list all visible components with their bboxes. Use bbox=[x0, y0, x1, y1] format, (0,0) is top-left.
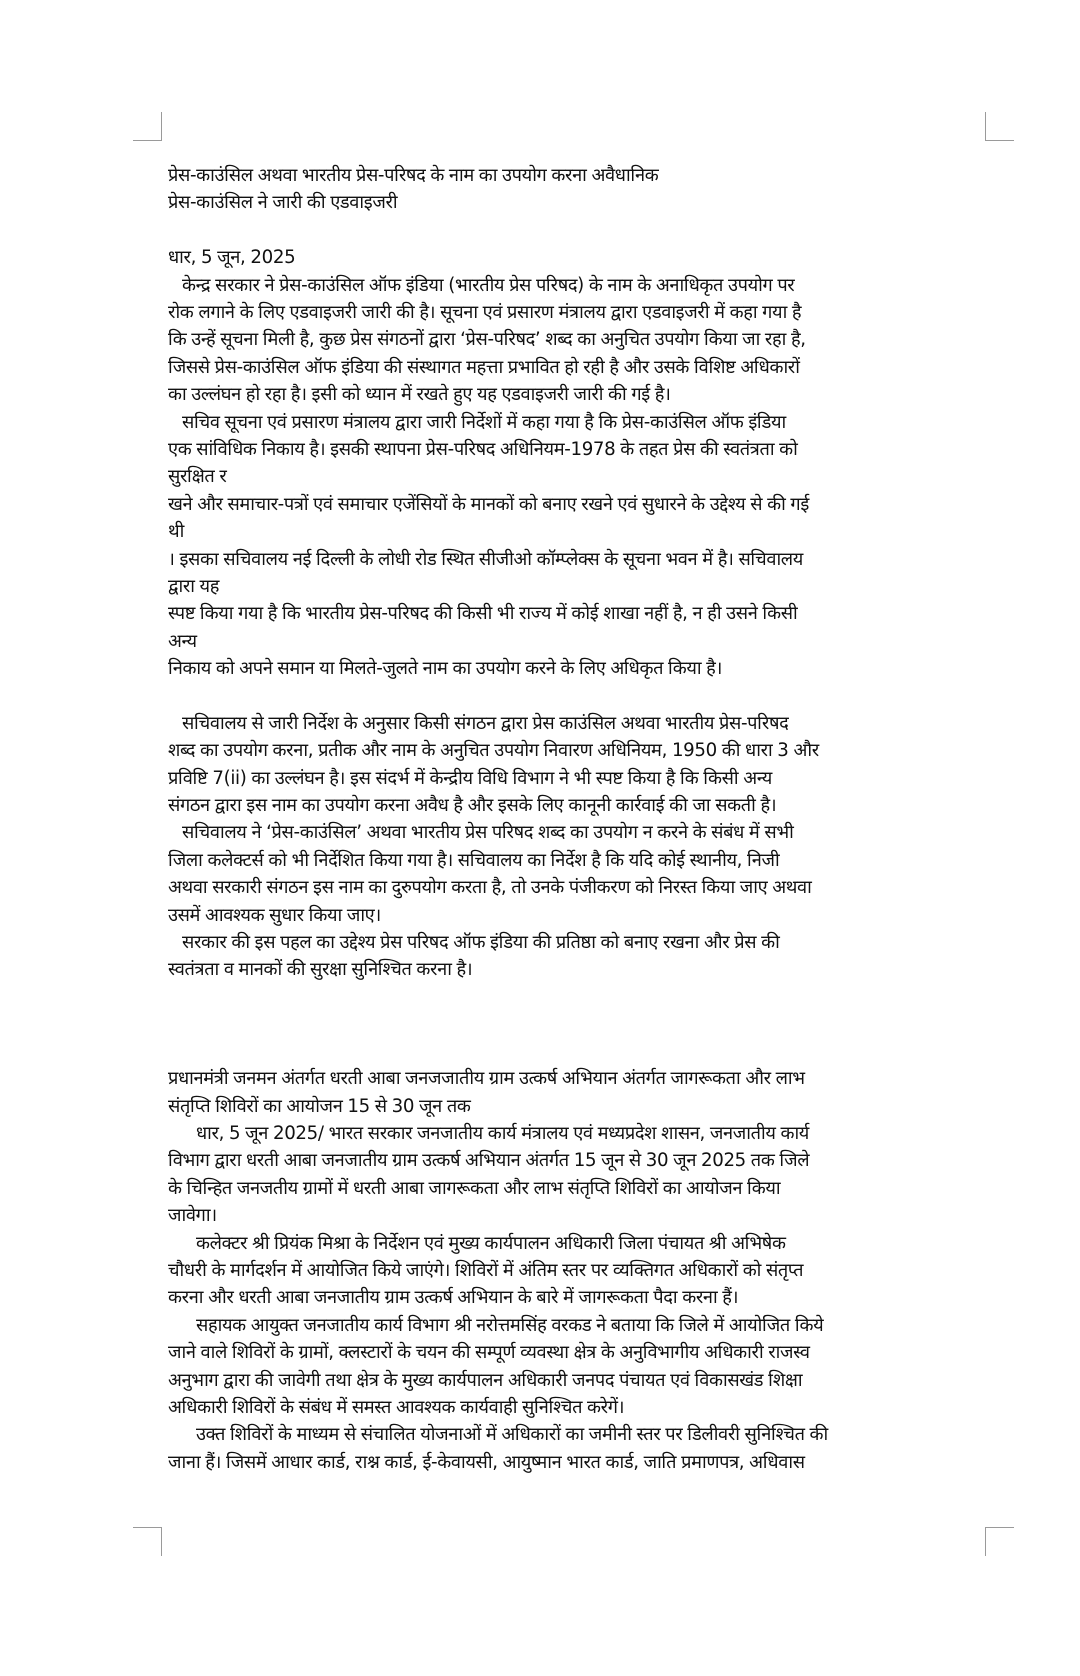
paragraph-line: खने और समाचार-पत्रों एवं समाचार एजेंसियों के मानकों को बनाए रखने एवं सुधारने के उद्देश्य से की गई bbox=[168, 493, 809, 515]
headline-line: प्रेस-काउंसिल ने जारी की एडवाइजरी bbox=[168, 192, 398, 214]
paragraph-line: विभाग द्वारा धरती आबा जनजातीय ग्राम उत्कर्ष अभियान अंतर्गत 15 जून से 30 जून 2025 तक जिले bbox=[168, 1150, 810, 1172]
paragraph-line: थी bbox=[168, 521, 184, 543]
paragraph-line: सहायक आयुक्त जनजातीय कार्य विभाग श्री नरोत्तमसिंह वरकड ने बताया कि जिले में आयोजित किये bbox=[196, 1314, 824, 1336]
paragraph-line: अन्य bbox=[168, 630, 197, 652]
paragraph-line: कलेक्टर श्री प्रियंक मिश्रा के निर्देशन एवं मुख्य कार्यपालन अधिकारी जिला पंचायत श्री अभिषेक bbox=[196, 1232, 786, 1254]
paragraph-line: । इसका सचिवालय नई दिल्ली के लोधी रोड स्थित सीजीओ कॉम्प्लेक्स के सूचना भवन में है। सचिवालय bbox=[168, 548, 803, 570]
paragraph-line: निकाय को अपने समान या मिलते-जुलते नाम का उपयोग करने के लिए अधिकृत किया है। bbox=[168, 658, 723, 680]
article-2-paragraph-3 bbox=[168, 1312, 983, 1422]
article-1-paragraph-2 bbox=[168, 409, 983, 683]
paragraph-line: स्पष्ट किया गया है कि भारतीय प्रेस-परिषद की किसी भी राज्य में कोई शाखा नहीं है, न ही उसने किसी bbox=[168, 603, 798, 625]
article-press-council bbox=[168, 162, 983, 984]
paragraph-line: सरकार की इस पहल का उद्देश्य प्रेस परिषद ऑफ इंडिया की प्रतिष्ठा को बनाए रखना और प्रेस की bbox=[182, 931, 780, 953]
article-2-headline bbox=[168, 1065, 983, 1120]
crop-mark-bottom-left bbox=[133, 1527, 162, 1556]
headline-line: संतृप्ति शिविरों का आयोजन 15 से 30 जून तक bbox=[168, 1095, 471, 1117]
paragraph-line: चौधरी के मार्गदर्शन में आयोजित किये जाएंगे। शिविरों में अंतिम स्तर पर व्यक्तिगत अधिकारों को संतृप्त bbox=[168, 1260, 804, 1281]
paragraph-line: करना और धरती आबा जनजातीय ग्राम उत्कर्ष अभियान के बारे में जागरूकता पैदा करना हैं। bbox=[168, 1287, 739, 1309]
paragraph-line: रोक लगाने के लिए एडवाइजरी जारी की है। सूचना एवं प्रसारण मंत्रालय द्वारा एडवाइजरी में कहा गया है bbox=[168, 302, 802, 324]
paragraph-line: जिला कलेक्टर्स को भी निर्देशित किया गया है। सचिवालय का निर्देश है कि यदि कोई स्थानीय, निजी bbox=[168, 849, 780, 871]
paragraph-line: सुरक्षित र bbox=[168, 466, 227, 488]
article-2-paragraph-1 bbox=[168, 1120, 983, 1230]
paragraph-line: जावेगा। bbox=[168, 1205, 217, 1227]
article-2-paragraph-4 bbox=[168, 1421, 983, 1476]
paragraph-line: जिससे प्रेस-काउंसिल ऑफ इंडिया की संस्थागत महत्ता प्रभावित हो रही है और उसके विशिष्ट अधिकारों bbox=[168, 356, 800, 378]
document-body bbox=[168, 162, 983, 1476]
paragraph-line: संगठन द्वारा इस नाम का उपयोग करना अवैध है और इसके लिए कानूनी कार्रवाई की जा सकती है। bbox=[168, 794, 777, 816]
article-1-paragraph-5 bbox=[168, 929, 983, 984]
paragraph-line: एक सांविधिक निकाय है। इसकी स्थापना प्रेस-परिषद अधिनियम-1978 के तहत प्रेस की स्वतंत्रता को bbox=[168, 439, 798, 461]
paragraph-line: अथवा सरकारी संगठन इस नाम का दुरुपयोग करता है, तो उनके पंजीकरण को निरस्त किया जाए अथवा bbox=[168, 877, 812, 899]
paragraph-line: द्वारा यह bbox=[168, 576, 220, 598]
crop-mark-bottom-right bbox=[985, 1527, 1014, 1556]
article-1-headline bbox=[168, 162, 983, 217]
paragraph-line: उक्त शिविरों के माध्यम से संचालित योजनाओं में अधिकारों का जमीनी स्तर पर डिलीवरी सुनिश्चित की bbox=[196, 1424, 828, 1446]
crop-mark-top-right bbox=[985, 112, 1014, 141]
article-2-paragraph-2 bbox=[168, 1230, 983, 1312]
paragraph-line: अधिकारी शिविरों के संबंध में समस्त आवश्यक कार्यवाही सुनिश्चित करेगें। bbox=[168, 1397, 625, 1419]
paragraph-line: जाना हैं। जिसमें आधार कार्ड, राश्न कार्ड, ई-केवायसी, आयुष्मान भारत कार्ड, जाति प्रमाणपत्र, अधिवास bbox=[168, 1451, 805, 1473]
paragraph-line: धार, 5 जून 2025/ भारत सरकार जनजातीय कार्य मंत्रालय एवं मध्यप्रदेश शासन, जनजातीय कार्य bbox=[196, 1122, 810, 1144]
paragraph-line: शब्द का उपयोग करना, प्रतीक और नाम के अनुचित उपयोग निवारण अधिनियम, 1950 की धारा 3 और bbox=[168, 740, 819, 762]
paragraph-line: अनुभाग द्वारा की जावेगी तथा क्षेत्र के मुख्य कार्यपालन अधिकारी जनपद पंचायत एवं विकासखंड शिक्षा bbox=[168, 1369, 803, 1391]
paragraph-line: केन्द्र सरकार ने प्रेस-काउंसिल ऑफ इंडिया (भारतीय प्रेस परिषद) के नाम के अनाधिकृत उपयोग पर bbox=[182, 274, 795, 296]
paragraph-line: उसमें आवश्यक सुधार किया जाए। bbox=[168, 904, 381, 926]
paragraph-line: सचिवालय से जारी निर्देश के अनुसार किसी संगठन द्वारा प्रेस काउंसिल अथवा भारतीय प्रेस-परिषद bbox=[182, 712, 789, 734]
article-dharti-aaba-camps bbox=[168, 1065, 983, 1476]
paragraph-line: सचिव सूचना एवं प्रसारण मंत्रालय द्वारा जारी निर्देशों में कहा गया है कि प्रेस-काउंसिल ऑफ इंडिया bbox=[182, 411, 786, 433]
paragraph-line: स्वतंत्रता व मानकों की सुरक्षा सुनिश्चित करना है। bbox=[168, 959, 473, 981]
paragraph-line: कि उन्हें सूचना मिली है, कुछ प्रेस संगठनों द्वारा ‘प्रेस-परिषद’ शब्द का अनुचित उपयोग किया जा रहा है, bbox=[168, 329, 806, 351]
paragraph-line: के चिन्हित जनजतीय ग्रामों में धरती आबा जागरूकता और लाभ संतृप्ति शिविरों का आयोजन किया bbox=[168, 1177, 781, 1199]
article-1-paragraph-3 bbox=[168, 710, 983, 820]
paragraph-line: प्रविष्टि 7(ii) का उल्लंघन है। इस संदर्भ में केन्द्रीय विधि विभाग ने भी स्पष्ट किया है कि किसी अन्य bbox=[168, 767, 772, 789]
article-1-dateline: धार, 5 जून, 2025 bbox=[168, 247, 296, 269]
crop-mark-top-left bbox=[133, 112, 162, 141]
article-1-paragraph-1 bbox=[168, 272, 983, 409]
headline-line: प्रधानमंत्री जनमन अंतर्गत धरती आबा जनजजातीय ग्राम उत्कर्ष अभियान अंतर्गत जागरूकता और लाभ bbox=[168, 1068, 805, 1090]
headline-line: प्रेस-काउंसिल अथवा भारतीय प्रेस-परिषद के नाम का उपयोग करना अवैधानिक bbox=[168, 165, 659, 186]
article-1-paragraph-4 bbox=[168, 819, 983, 929]
paragraph-line: का उल्लंघन हो रहा है। इसी को ध्यान में रखते हुए यह एडवाइजरी जारी की गई है। bbox=[168, 384, 671, 406]
paragraph-line: सचिवालय ने ‘प्रेस-काउंसिल’ अथवा भारतीय प्रेस परिषद शब्द का उपयोग न करने के संबंध में सभी bbox=[182, 822, 794, 844]
paragraph-line: जाने वाले शिविरों के ग्रामों, क्लस्टारों के चयन की सम्पूर्ण व्यवस्था क्षेत्र के अनुविभागीय अधिकारी राजस्व bbox=[168, 1342, 810, 1364]
